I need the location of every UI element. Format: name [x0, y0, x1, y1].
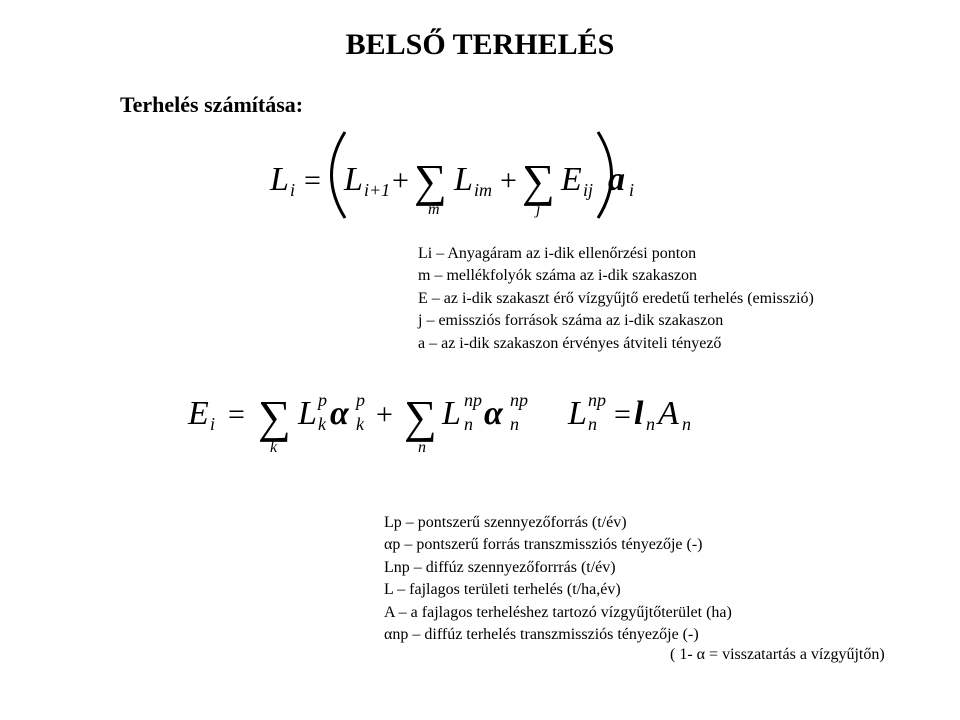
f1-equals: = [304, 164, 321, 197]
legend2-text: A – a fajlagos terheléshez tartozó vízgyűjtőterület (ha) [384, 603, 732, 621]
legend2-text: p – pontszerű forrás transzmissziós tényezője (-) [392, 536, 703, 554]
f1-sigma-m: ∑ [414, 155, 447, 206]
legend2-text: np – diffúz terhelés transzmissziós tényezője (-) [392, 626, 699, 644]
f2-sigma-k: ∑ [258, 391, 291, 442]
f2-sub-n-Ldef: n [588, 414, 597, 434]
f1-sub-i-a: i [629, 180, 635, 200]
f2-sup-p-alpha: p [356, 390, 365, 410]
f2-sub-k-alpha: k [356, 414, 364, 434]
f2-equals: = [228, 398, 245, 431]
legend2-item [384, 557, 732, 579]
f1-sigma-j: ∑ [522, 155, 555, 206]
section-subtitle: Terhelés számítása: [120, 92, 304, 117]
legend2-item [384, 624, 732, 646]
f2-alpha-point: α [330, 395, 349, 432]
f2-sup-p-L: p [318, 390, 327, 410]
legend2-item [384, 602, 732, 624]
legend1-item: a – az i-dik szakaszon érvényes átviteli tényező [418, 334, 722, 352]
f2-sub-i: i [210, 414, 216, 434]
f1-sub-i-plus-1: i+1 [364, 180, 391, 200]
f2-A: A [658, 395, 679, 432]
f2-sup-np-Ldef: np [588, 390, 606, 410]
legend1-item: Li – Anyagáram az i-dik ellenőrzési ponton [418, 245, 697, 262]
legend2-symbol: α [384, 626, 393, 644]
f2-E: E [188, 395, 209, 432]
f1-E: E [561, 161, 582, 198]
f1-sub-i: i [290, 180, 296, 200]
legend2-item [384, 579, 732, 601]
legend2-item [384, 534, 732, 556]
f2-L-diffuse: L [442, 395, 461, 432]
f2-sub-k-L: k [318, 414, 326, 434]
f2-sum-index-n: n [418, 439, 426, 456]
page-title: BELSŐ TERHELÉS [345, 28, 615, 61]
f1-L: L [270, 161, 289, 198]
f1-sub-ij: ij [583, 180, 594, 200]
note-suffix: = visszatartás a vízgyűjtőn) [705, 646, 885, 663]
f2-sub-n-l: n [646, 414, 655, 434]
note-alpha-symbol: α [696, 646, 706, 663]
f2-sup-np-L: np [464, 390, 482, 410]
legend1-item: m – mellékfolyók száma az i-dik szakaszon [418, 267, 698, 285]
note-prefix: ( 1- [670, 646, 697, 663]
f1-plus-2: + [500, 164, 517, 197]
f2-sum-index-k: k [270, 439, 278, 456]
f2-L-def: L [568, 395, 587, 432]
f2-l: l [634, 395, 644, 432]
f1-sum-index-m: m [428, 201, 440, 218]
f2-sub-n-A: n [682, 414, 691, 434]
f2-sigma-n: ∑ [404, 391, 437, 442]
f1-sub-im: im [474, 180, 492, 200]
legend-formula-2 [384, 512, 732, 646]
legend2-text: Lnp – diffúz szennyezőforrrás (t/év) [384, 558, 616, 576]
f2-sup-np-alpha: np [510, 390, 528, 410]
retention-note [670, 646, 885, 664]
legend2-text: L – fajlagos területi terhelés (t/ha,év) [384, 581, 621, 599]
f1-plus-1: + [392, 164, 409, 197]
f2-equals-2: = [614, 398, 631, 431]
f2-sub-n-L: n [464, 414, 473, 434]
f2-alpha-diffuse: α [484, 395, 503, 432]
f1-L3: L [454, 161, 473, 198]
f2-sub-n-alpha: n [510, 414, 519, 434]
f1-a: a [608, 161, 625, 198]
f1-sum-index-j: j [536, 201, 541, 218]
f2-L-point: L [298, 395, 317, 432]
legend1-item: j – emissziós források száma az i-dik szakaszon [418, 312, 724, 330]
legend1-item: E – az i-dik szakaszt érő vízgyűjtő eredetű terhelés (emisszió) [418, 289, 814, 307]
legend2-text: Lp – pontszerű szennyezőforrás (t/év) [384, 514, 627, 531]
f2-plus: + [376, 398, 393, 431]
legend2-symbol: α [384, 536, 393, 554]
f1-L2: L [344, 161, 363, 198]
legend2-item [384, 512, 732, 534]
